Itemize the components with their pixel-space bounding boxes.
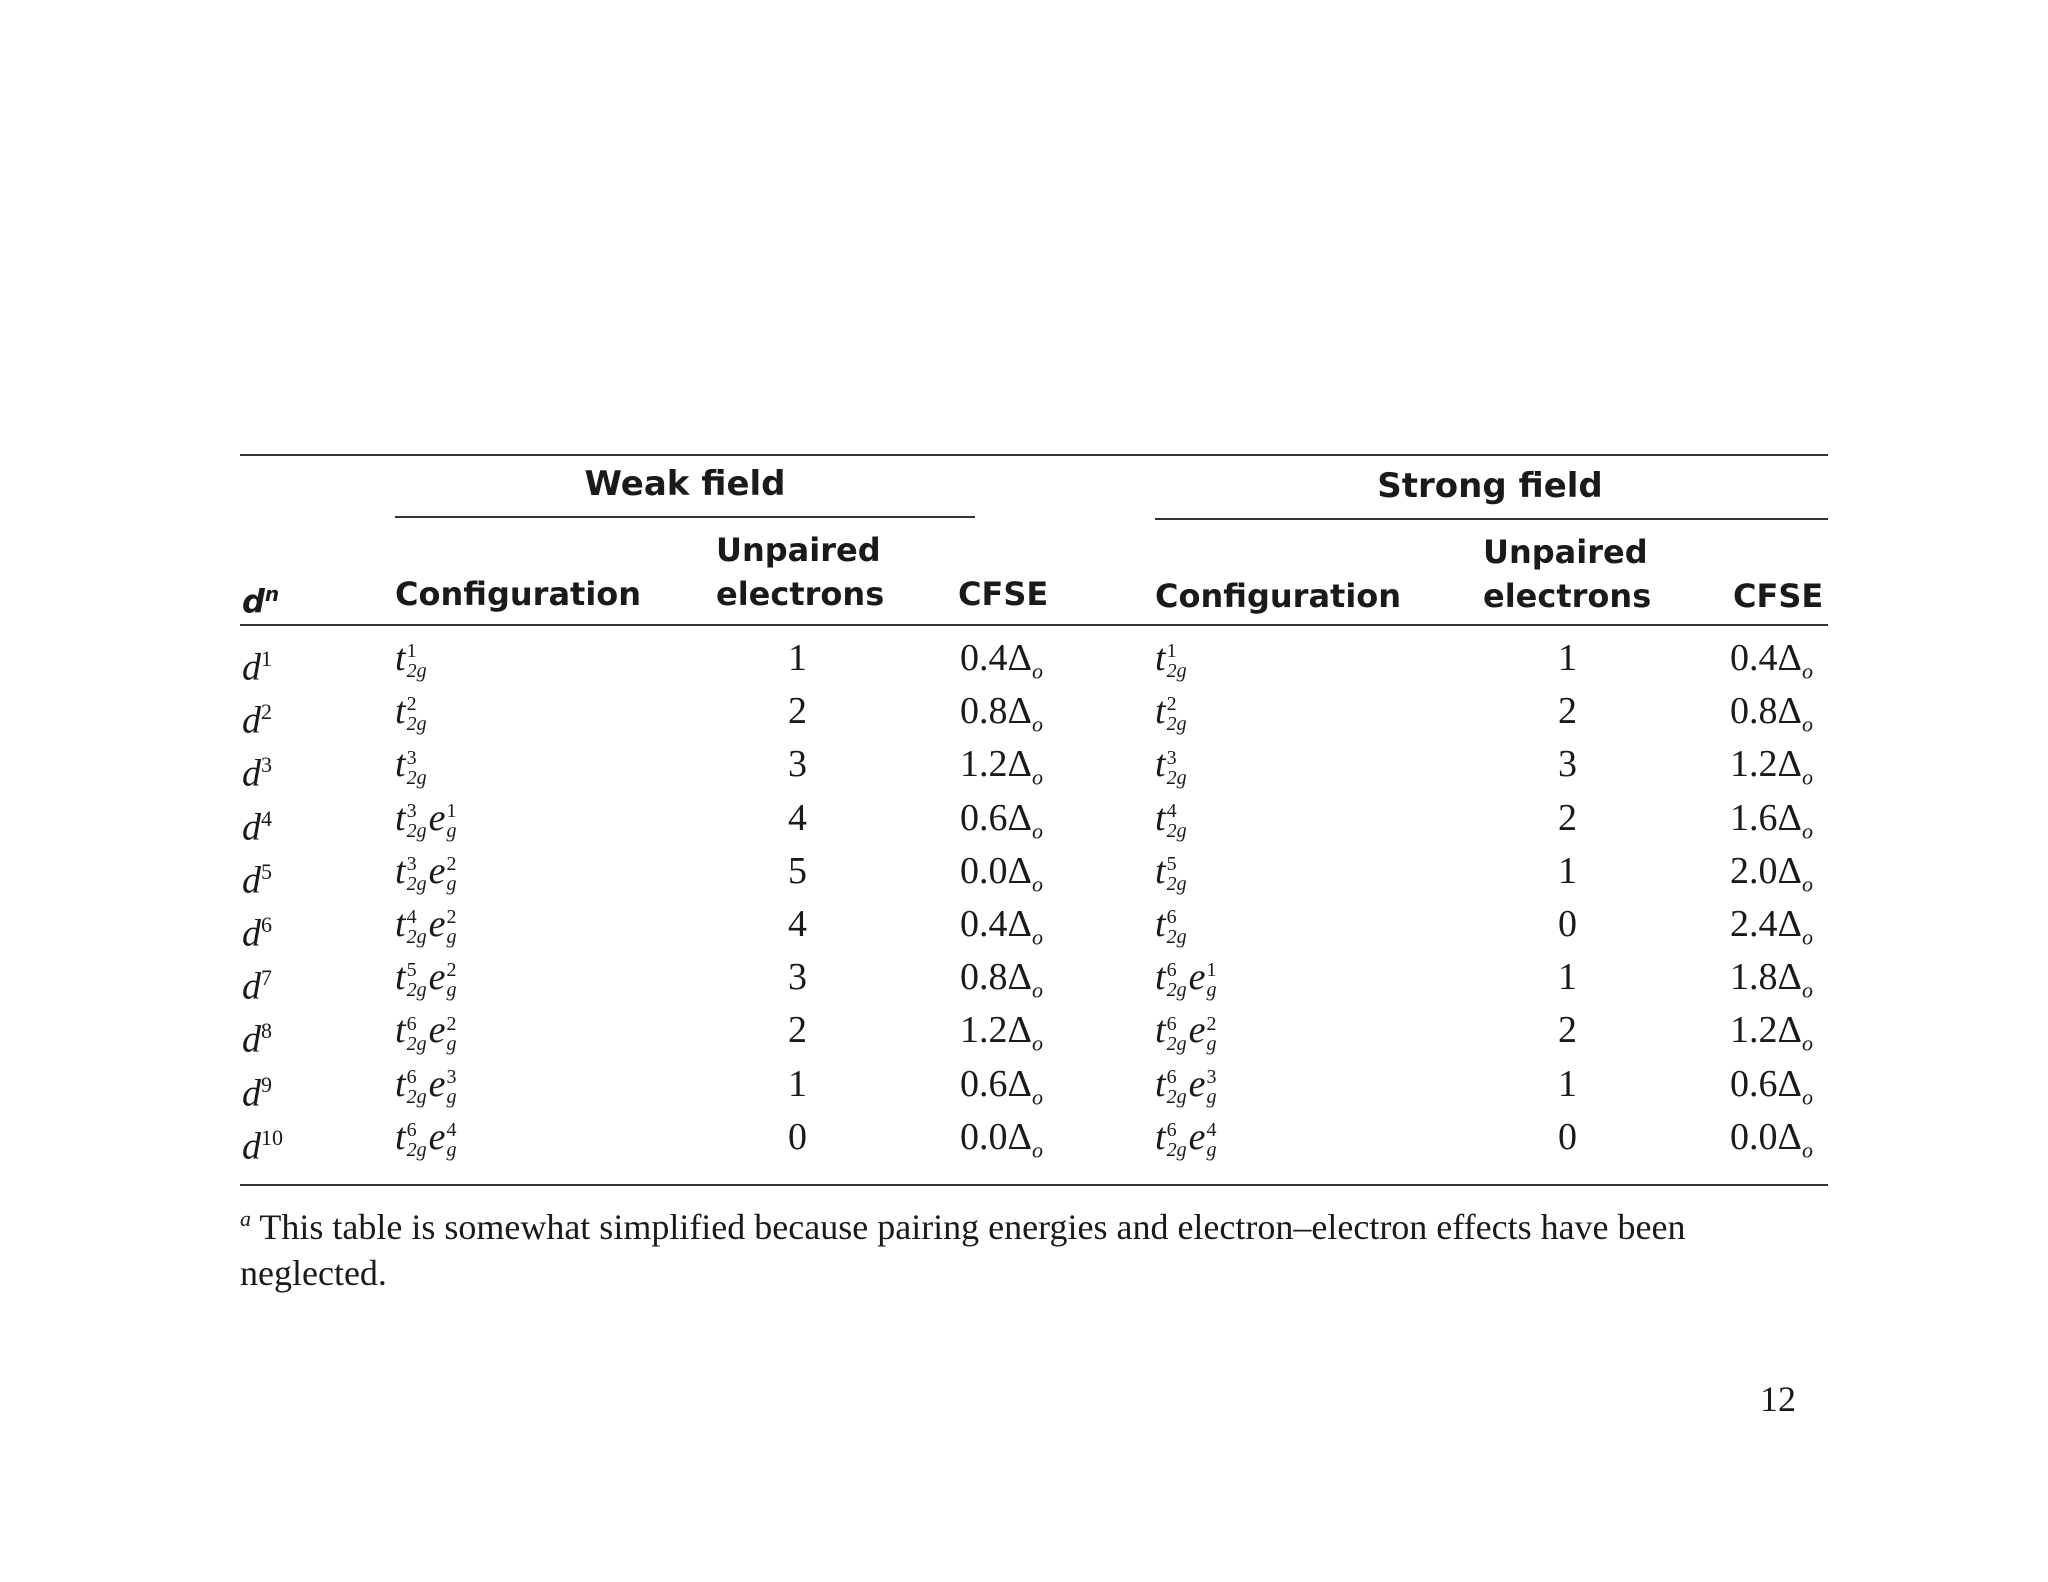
row-dn-7: $d^7$ [242,965,272,1008]
config-t-electrons: 5 [1166,853,1177,876]
config-e-electrons: 3 [446,1065,457,1088]
config-t-subscript: 2g [1166,766,1187,789]
col-header-weak-cfse: CFSE [958,575,1049,613]
config-t-subscript: 2g [1166,819,1187,842]
config-e-subscript: g [1206,979,1217,1002]
config-e-symbol: e [428,796,446,839]
config-t-symbol: t [395,1115,406,1158]
config-t-symbol: t [395,956,406,999]
row-dn-2: $d^2$ [242,699,272,742]
strong-configuration-cell [1155,685,1187,738]
strong-unpaired-cell: 0 [1558,1115,1577,1158]
col-header-dn: $d^n$ [242,582,280,621]
config-e-electrons: 2 [446,959,457,982]
config-e-subscript: g [446,873,457,896]
config-e-subscript: g [446,1085,457,1108]
strong-cfse-cell: $1.8\Delta_o$ [1730,956,1813,1003]
config-e-symbol: e [428,1009,446,1052]
table-top-rule [240,454,1828,456]
config-e-subscript: g [446,1139,457,1162]
config-e-subscript: g [446,819,457,842]
weak-unpaired-cell: 4 [788,796,807,839]
weak-cfse-cell: $0.6\Delta_o$ [960,1062,1043,1110]
col-header-strong-configuration: Configuration [1155,577,1402,615]
strong-unpaired-cell: 1 [1558,849,1577,892]
weak-unpaired-cell: 5 [788,849,807,892]
config-t-symbol: t [395,743,406,786]
weak-unpaired-cell: 1 [788,637,807,679]
weak-unpaired-cell: 3 [788,956,807,999]
config-t-subscript: 2g [406,819,427,842]
config-e-electrons: 1 [1206,959,1217,982]
config-t-subscript: 2g [1166,1085,1187,1108]
config-t-electrons: 2 [406,693,417,716]
weak-cfse-cell: $0.6\Delta_o$ [960,796,1043,844]
row-dn-6: $d^6$ [242,912,272,955]
config-t-subscript: 2g [406,1032,427,1055]
config-t-symbol: t [395,903,406,945]
weak-unpaired-cell: 2 [788,690,807,733]
config-e-symbol: e [428,1062,446,1105]
config-e-electrons: 2 [446,1012,457,1035]
row-dn-3: $d^3$ [242,752,272,796]
config-t-symbol: t [395,1062,406,1105]
config-t-subscript: 2g [1166,713,1187,736]
weak-configuration-cell [395,1058,456,1111]
weak-configuration-cell [395,951,456,1004]
config-e-symbol: e [1188,956,1206,999]
strong-cfse-cell: $0.8\Delta_o$ [1730,690,1813,737]
config-t-electrons: 6 [1166,1119,1177,1142]
config-t-electrons: 6 [406,1119,417,1142]
weak-unpaired-cell: 0 [788,1115,807,1158]
config-t-symbol: t [395,796,406,839]
weak-configuration-cell [395,632,427,685]
config-t-subscript: 2g [406,660,427,683]
strong-field-header: Strong field [1377,466,1603,506]
config-t-electrons: 4 [1166,799,1177,822]
weak-configuration-cell [395,792,456,845]
config-t-subscript: 2g [1166,979,1187,1002]
config-t-symbol: t [1155,849,1166,892]
config-t-subscript: 2g [406,1139,427,1162]
config-t-symbol: t [1155,1062,1166,1105]
config-t-subscript: 2g [1166,926,1187,949]
config-t-electrons: 3 [1166,746,1177,769]
config-t-symbol: t [1155,1009,1166,1052]
config-t-symbol: t [395,690,406,733]
config-t-electrons: 5 [406,959,417,982]
config-t-electrons: 6 [1166,1012,1177,1035]
strong-configuration-cell [1155,792,1187,845]
config-t-electrons: 6 [1166,906,1177,929]
strong-configuration-cell [1155,1111,1216,1164]
row-dn-8: $d^8$ [242,1018,272,1062]
col-header-strong-unpaired: Unpaired electrons [1483,533,1652,615]
config-e-symbol: e [1188,1115,1206,1158]
table-bottom-rule [240,1184,1828,1186]
config-t-symbol: t [395,1009,406,1052]
config-t-electrons: 2 [1166,693,1177,716]
strong-cfse-cell: $1.2\Delta_o$ [1730,743,1813,790]
config-e-electrons: 3 [1206,1065,1217,1088]
strong-cfse-cell: $2.0\Delta_o$ [1730,849,1813,897]
config-t-symbol: t [1155,1115,1166,1158]
config-t-symbol: t [395,637,406,679]
weak-configuration-cell [395,738,427,791]
config-e-electrons: 2 [446,853,457,876]
config-t-electrons: 1 [1166,640,1177,663]
config-e-subscript: g [446,979,457,1002]
config-t-subscript: 2g [406,1085,427,1108]
weak-cfse-cell: $0.8\Delta_o$ [960,956,1043,1003]
weak-cfse-cell: $0.8\Delta_o$ [960,690,1043,737]
config-t-electrons: 3 [406,746,417,769]
strong-cfse-cell: $0.6\Delta_o$ [1730,1062,1813,1110]
weak-cfse-cell: $1.2\Delta_o$ [960,1009,1043,1056]
config-t-subscript: 2g [1166,1139,1187,1162]
config-e-subscript: g [1206,1139,1217,1162]
weak-unpaired-cell: 1 [788,1062,807,1105]
config-t-subscript: 2g [406,766,427,789]
weak-unpaired-cell: 3 [788,743,807,786]
config-t-symbol: t [1155,690,1166,733]
config-e-electrons: 4 [446,1119,457,1142]
config-t-subscript: 2g [406,713,427,736]
config-e-subscript: g [446,926,457,949]
config-t-symbol: t [1155,796,1166,839]
config-t-symbol: t [395,849,406,892]
strong-configuration-cell [1155,898,1187,951]
config-e-electrons: 2 [446,906,457,929]
footnote-text: This table is somewhat simplified because pairing energies and electron–electron effects have been neglected. [240,1207,1686,1293]
config-e-symbol: e [428,849,446,892]
footnote-marker: a [240,1206,251,1231]
strong-unpaired-cell: 2 [1558,1009,1577,1052]
weak-configuration-cell [395,1004,456,1057]
config-t-electrons: 3 [406,853,417,876]
row-dn-10: $d^{10}$ [242,1124,283,1168]
strong-unpaired-cell: 1 [1558,956,1577,999]
config-t-electrons: 6 [406,1065,417,1088]
config-t-subscript: 2g [406,873,427,896]
strong-unpaired-cell: 2 [1558,690,1577,733]
config-e-subscript: g [1206,1085,1217,1108]
strong-cfse-cell: $0.0\Delta_o$ [1730,1115,1813,1163]
weak-unpaired-cell: 2 [788,1009,807,1052]
row-dn-5: $d^5$ [242,858,272,902]
config-t-electrons: 6 [406,1012,417,1035]
config-e-symbol: e [1188,1009,1206,1052]
strong-cfse-cell: $2.4\Delta_o$ [1730,903,1813,950]
weak-cfse-cell: $0.4\Delta_o$ [960,637,1043,684]
config-e-symbol: e [428,1115,446,1158]
weak-cfse-cell: $1.2\Delta_o$ [960,743,1043,790]
strong-unpaired-cell: 2 [1558,796,1577,839]
config-t-electrons: 3 [406,799,417,822]
table-footnote [240,1196,1830,1296]
col-header-strong-cfse: CFSE [1733,577,1824,615]
strong-unpaired-cell: 1 [1558,1062,1577,1105]
weak-configuration-cell [395,1111,456,1164]
config-e-symbol: e [428,956,446,999]
config-t-symbol: t [1155,903,1166,945]
config-t-subscript: 2g [406,926,427,949]
weak-cfse-cell: $0.0\Delta_o$ [960,849,1043,897]
config-e-symbol: e [1188,1062,1206,1105]
strong-field-rule [1155,518,1828,520]
config-e-electrons: 4 [1206,1119,1217,1142]
config-t-symbol: t [1155,637,1166,679]
strong-configuration-cell [1155,738,1187,791]
config-e-symbol: e [428,903,446,945]
weak-configuration-cell [395,685,427,738]
strong-unpaired-cell: 3 [1558,743,1577,786]
weak-field-header: Weak field [584,464,786,504]
config-t-subscript: 2g [1166,873,1187,896]
strong-cfse-cell: $1.2\Delta_o$ [1730,1009,1813,1056]
strong-configuration-cell [1155,1058,1216,1111]
strong-cfse-cell: $1.6\Delta_o$ [1730,796,1813,844]
strong-unpaired-cell: 1 [1558,637,1577,679]
row-dn-4: $d^4$ [242,805,272,849]
config-e-electrons: 1 [446,799,457,822]
col-header-weak-configuration: Configuration [395,575,642,613]
strong-configuration-cell [1155,845,1187,898]
weak-configuration-cell [395,845,456,898]
config-t-electrons: 6 [1166,1065,1177,1088]
config-t-electrons: 1 [406,640,417,663]
config-e-subscript: g [1206,1032,1217,1055]
page-number: 12 [1760,1379,1796,1419]
config-t-electrons: 4 [406,906,417,929]
strong-configuration-cell [1155,1004,1216,1057]
col-header-weak-unpaired: Unpaired electrons [716,531,885,613]
row-dn-9: $d^9$ [242,1071,272,1115]
config-t-subscript: 2g [1166,660,1187,683]
weak-field-rule [395,516,975,518]
weak-cfse-cell: $0.4\Delta_o$ [960,903,1043,950]
config-t-electrons: 6 [1166,959,1177,982]
weak-cfse-cell: $0.0\Delta_o$ [960,1115,1043,1163]
config-t-symbol: t [1155,956,1166,999]
config-t-subscript: 2g [1166,1032,1187,1055]
header-bottom-rule [240,624,1828,626]
config-e-electrons: 2 [1206,1012,1217,1035]
row-dn-1: $d^1$ [242,646,272,689]
weak-unpaired-cell: 4 [788,903,807,945]
config-e-subscript: g [446,1032,457,1055]
strong-cfse-cell: $0.4\Delta_o$ [1730,637,1813,684]
weak-configuration-cell [395,898,456,951]
strong-unpaired-cell: 0 [1558,903,1577,945]
config-t-symbol: t [1155,743,1166,786]
strong-configuration-cell [1155,951,1216,1004]
strong-configuration-cell [1155,632,1187,685]
config-t-subscript: 2g [406,979,427,1002]
